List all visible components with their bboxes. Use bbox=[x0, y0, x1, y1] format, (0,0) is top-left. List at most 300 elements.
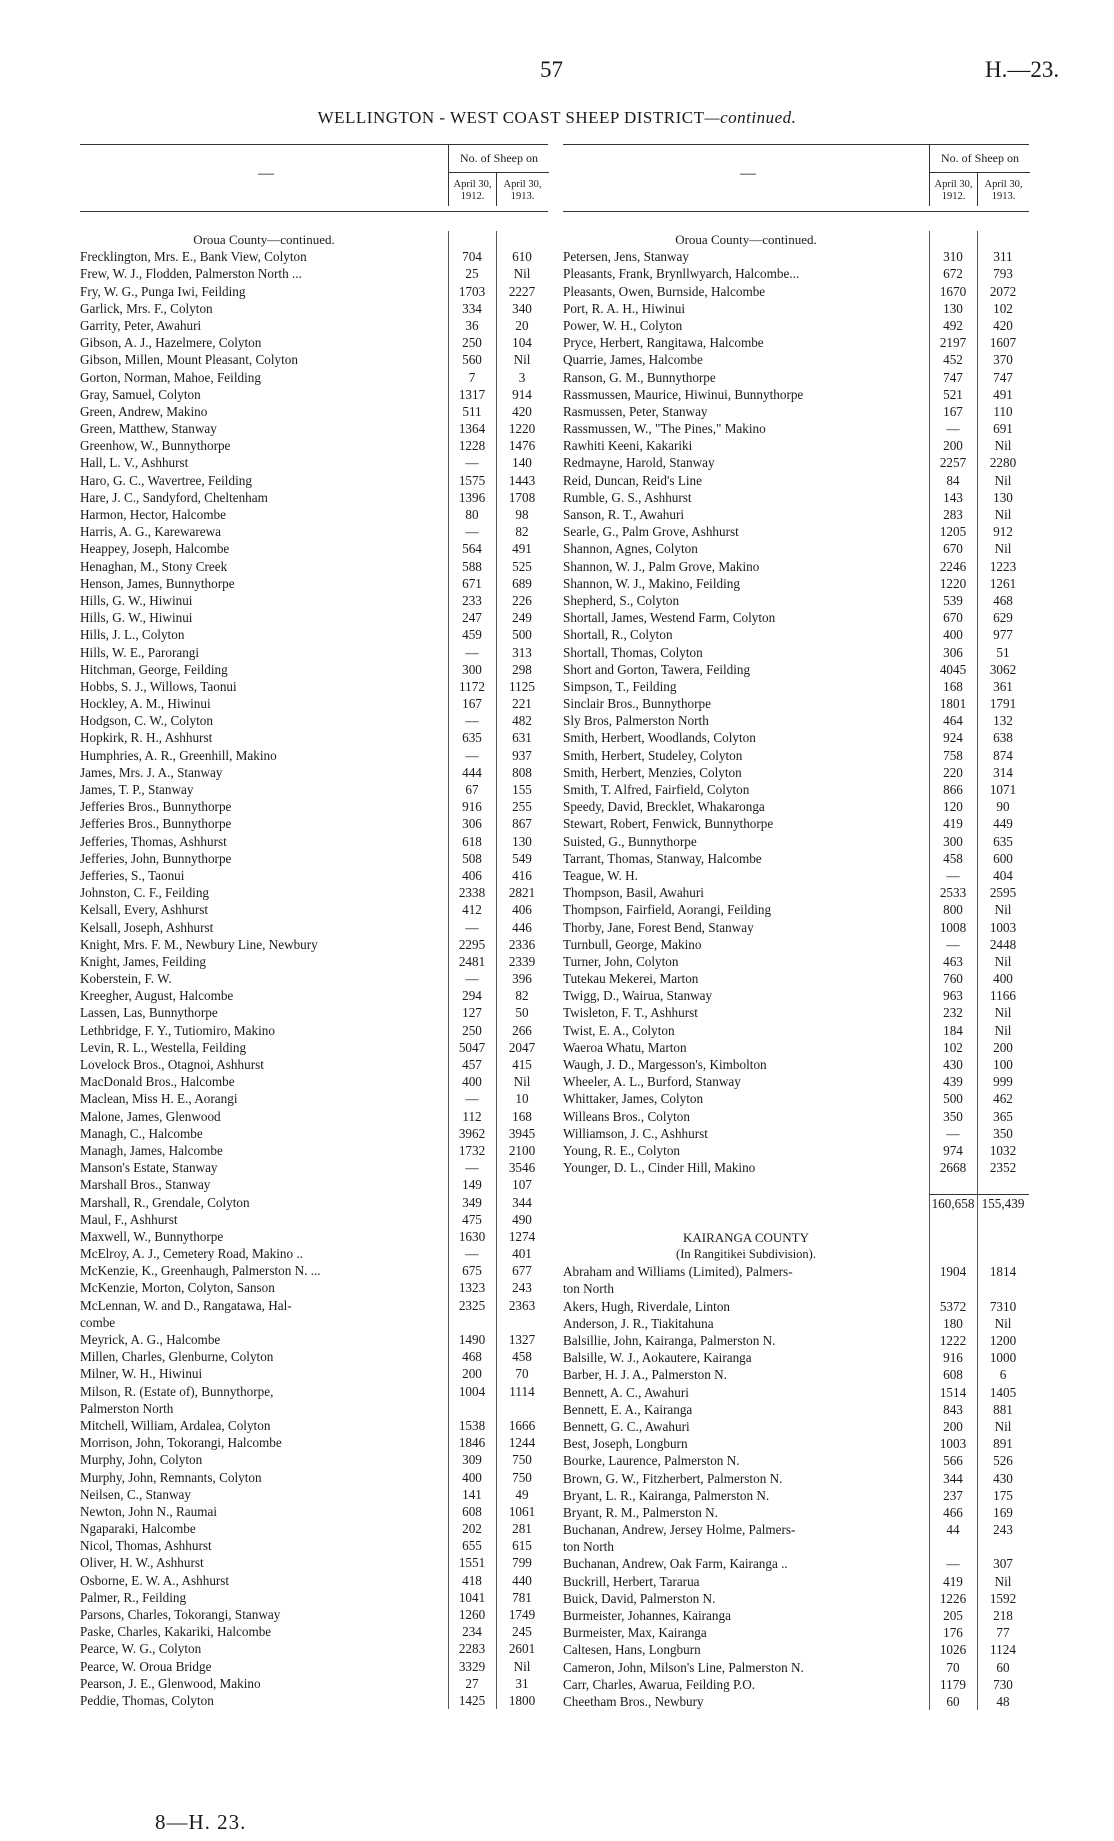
sheep-1912-value: 1538 bbox=[458, 1417, 486, 1433]
sheep-1913-value: 462 bbox=[993, 1091, 1013, 1107]
sheep-1912-value: — bbox=[465, 1091, 479, 1107]
sheep-1913-value: 48 bbox=[996, 1693, 1010, 1709]
table-row bbox=[563, 953, 1029, 970]
owner-name: Hopkirk, R. H., Ashhurst bbox=[80, 730, 213, 746]
sheep-1913-value: 6 bbox=[999, 1367, 1007, 1383]
sheep-1912-value: 1041 bbox=[458, 1589, 486, 1605]
table-row bbox=[563, 1125, 1029, 1142]
sheep-1913-value: 3 bbox=[518, 369, 526, 385]
owner-name: Sly Bros, Palmerston North bbox=[563, 713, 709, 729]
owner-name: Shepherd, S., Colyton bbox=[563, 592, 680, 608]
sheep-1912-value: 350 bbox=[943, 1108, 963, 1124]
sheep-1913-value: 635 bbox=[993, 833, 1013, 849]
sheep-1913-value: 1061 bbox=[508, 1503, 536, 1519]
table-row bbox=[80, 1331, 548, 1348]
table-row bbox=[80, 558, 548, 575]
sheep-1913-value: 610 bbox=[512, 249, 532, 265]
table-row bbox=[563, 403, 1029, 420]
table-row bbox=[563, 283, 1029, 300]
table-row bbox=[80, 575, 548, 592]
sheep-1912-value: 36 bbox=[465, 317, 479, 333]
sheep-1913-value: 491 bbox=[993, 386, 1013, 402]
sheep-1912-value: 167 bbox=[943, 403, 963, 419]
table-row bbox=[563, 712, 1029, 729]
sheep-1913-value: 490 bbox=[512, 1211, 532, 1227]
sheep-1913-value: Nil bbox=[994, 953, 1012, 969]
sheep-1913-value: Nil bbox=[994, 507, 1012, 522]
table-row bbox=[563, 970, 1029, 987]
sheep-1912-value: 608 bbox=[462, 1503, 482, 1519]
sheep-1912-value: 237 bbox=[943, 1487, 963, 1503]
table-row bbox=[563, 884, 1029, 901]
sheep-1912-value: 130 bbox=[943, 300, 963, 316]
owner-name: Palmerston North bbox=[80, 1400, 174, 1416]
sheep-1912-value: 2481 bbox=[458, 953, 486, 969]
sheep-1912-value: 1396 bbox=[458, 489, 486, 505]
owner-name: Reid, Duncan, Reid's Line bbox=[563, 472, 702, 488]
table-row bbox=[80, 317, 548, 334]
sheep-1913-value: 1003 bbox=[989, 919, 1017, 935]
sheep-1912-value: 1003 bbox=[939, 1436, 967, 1452]
sheep-1913-value: 2227 bbox=[508, 283, 536, 299]
table-row bbox=[563, 1693, 1029, 1710]
sheep-1912-value: 168 bbox=[943, 678, 963, 694]
sheep-1913-value: 2339 bbox=[508, 953, 536, 969]
owner-name: Twigg, D., Wairua, Stanway bbox=[563, 988, 713, 1004]
table-row bbox=[563, 1073, 1029, 1090]
sheep-1913-value: 2595 bbox=[989, 885, 1017, 901]
sheep-1913-value: 468 bbox=[993, 592, 1013, 608]
sheep-1912-value: 924 bbox=[943, 730, 963, 746]
table-row bbox=[80, 1623, 548, 1640]
sheep-1912-value: 466 bbox=[943, 1504, 963, 1520]
owner-name: Teague, W. H. bbox=[563, 867, 638, 883]
sheep-1912-value: 2533 bbox=[939, 885, 967, 901]
sheep-1912-value: 200 bbox=[943, 1418, 963, 1434]
owner-name: Rassmussen, Maurice, Hiwinui, Bunnythorpe bbox=[563, 386, 804, 402]
sheep-1912-value: 5372 bbox=[939, 1298, 967, 1314]
sheep-1912-value: 1490 bbox=[458, 1332, 486, 1347]
table-row bbox=[80, 815, 548, 832]
sheep-1913-value: 808 bbox=[512, 764, 532, 780]
owner-name: Oliver, H. W., Ashhurst bbox=[80, 1555, 204, 1571]
sheep-1912-value: 70 bbox=[946, 1659, 960, 1675]
sheep-1913-value: 615 bbox=[512, 1538, 532, 1554]
section-heading-text: KAIRANGA COUNTY bbox=[682, 1229, 810, 1245]
owner-name: Shortall, R., Colyton bbox=[563, 627, 673, 643]
sheep-1912-value: 300 bbox=[462, 661, 482, 677]
sheep-1913-value: 155,439 bbox=[981, 1195, 1025, 1211]
owner-name: Haro, G. C., Wavertree, Feilding bbox=[80, 472, 252, 488]
left-table-body bbox=[80, 231, 548, 1709]
sheep-1913-value: Nil bbox=[513, 1074, 531, 1090]
sheep-1912-value: 112 bbox=[462, 1108, 482, 1124]
table-row bbox=[563, 1435, 1029, 1452]
owner-name: Heappey, Joseph, Halcombe bbox=[80, 541, 230, 557]
sheep-1912-value: 127 bbox=[462, 1005, 482, 1021]
sheep-1912-value: 294 bbox=[462, 988, 482, 1004]
table-row bbox=[80, 609, 548, 626]
sheep-1913-value: Nil bbox=[513, 1658, 531, 1674]
sheep-1912-value: 843 bbox=[943, 1401, 963, 1417]
owner-name: Port, R. A. H., Hiwinui bbox=[563, 300, 685, 316]
table-row bbox=[80, 678, 548, 695]
table-row bbox=[563, 987, 1029, 1004]
table-row bbox=[80, 1383, 548, 1400]
table-row bbox=[563, 1504, 1029, 1521]
sheep-1912-value: 430 bbox=[943, 1057, 963, 1072]
table-row bbox=[563, 1538, 1029, 1555]
sheep-1912-value: 539 bbox=[943, 592, 963, 608]
sheep-1913-value: 130 bbox=[512, 833, 532, 849]
sheep-1912-value: 1670 bbox=[939, 283, 967, 299]
sheep-1912-value: 439 bbox=[943, 1074, 963, 1090]
owner-name: Shannon, W. J., Makino, Feilding bbox=[563, 575, 740, 591]
sheep-1912-value: 1703 bbox=[458, 283, 486, 299]
table-row bbox=[80, 540, 548, 557]
table-row bbox=[80, 1417, 548, 1434]
owner-name: Morrison, John, Tokorangi, Halcombe bbox=[80, 1435, 282, 1451]
table-row bbox=[80, 1125, 548, 1142]
sheep-1913-value: 130 bbox=[993, 489, 1013, 505]
sheep-1912-value: 672 bbox=[943, 266, 963, 282]
section-heading bbox=[563, 231, 1029, 248]
owner-name: Rassmussen, W., "The Pines," Makino bbox=[563, 421, 766, 437]
owner-name: Shannon, Agnes, Colyton bbox=[563, 541, 698, 557]
owner-name: Twist, E. A., Colyton bbox=[563, 1022, 675, 1038]
table-row bbox=[563, 592, 1029, 609]
sheep-1912-value: 758 bbox=[943, 747, 963, 763]
owner-name: Petersen, Jens, Stanway bbox=[563, 249, 689, 265]
sheep-1913-value: 370 bbox=[993, 352, 1013, 368]
sheep-1913-value: 1327 bbox=[508, 1332, 536, 1347]
table-row bbox=[563, 644, 1029, 661]
sheep-1913-value: 396 bbox=[512, 971, 532, 987]
sheep-1912-value: 149 bbox=[462, 1177, 482, 1193]
table-row bbox=[563, 867, 1029, 884]
table-row bbox=[563, 661, 1029, 678]
table-row bbox=[563, 1332, 1029, 1349]
sheep-1913-value: 218 bbox=[993, 1608, 1013, 1623]
sheep-1913-value: 1000 bbox=[989, 1350, 1017, 1366]
table-row bbox=[80, 764, 548, 781]
sheep-1913-value: 350 bbox=[993, 1125, 1013, 1141]
table-row bbox=[80, 1176, 548, 1193]
table-row bbox=[563, 1315, 1029, 1332]
table-row bbox=[80, 1520, 548, 1537]
table-row bbox=[80, 454, 548, 471]
sheep-1912-value: 3962 bbox=[458, 1125, 486, 1141]
owner-name: Smith, Herbert, Woodlands, Colyton bbox=[563, 730, 756, 746]
owner-name: Abraham and Williams (Limited), Palmers- bbox=[563, 1264, 793, 1280]
table-row bbox=[563, 265, 1029, 282]
sheep-1912-value: 80 bbox=[465, 507, 479, 522]
owner-name: McLennan, W. and D., Rangatawa, Hal- bbox=[80, 1297, 292, 1313]
sheep-1912-value: 560 bbox=[462, 352, 482, 368]
table-row bbox=[563, 1142, 1029, 1159]
owner-name: ton North bbox=[563, 1539, 614, 1555]
section-subheading-text: (In Rangitikei Subdivision). bbox=[676, 1247, 816, 1262]
table-row bbox=[563, 1039, 1029, 1056]
sheep-1913-value: 1125 bbox=[509, 678, 535, 694]
owner-name: Tarrant, Thomas, Stanway, Halcombe bbox=[563, 850, 762, 866]
right-table-body bbox=[563, 231, 1029, 1710]
owner-name: Marshall, R., Grendale, Colyton bbox=[80, 1194, 250, 1210]
sheep-1913-value: Nil bbox=[994, 1022, 1012, 1038]
owner-name: Hills, G. W., Hiwinui bbox=[80, 610, 193, 626]
owner-name: Suisted, G., Bunnythorpe bbox=[563, 833, 697, 849]
owner-name: Bryant, R. M., Palmerston N. bbox=[563, 1504, 718, 1520]
sheep-1913-value: 629 bbox=[993, 610, 1013, 626]
table-row bbox=[80, 970, 548, 987]
sheep-1913-value: 491 bbox=[512, 541, 532, 557]
total-row bbox=[929, 1194, 1029, 1212]
sheep-1912-value: 200 bbox=[462, 1366, 482, 1382]
sheep-1912-value: 143 bbox=[943, 489, 963, 505]
sheep-1912-value: 459 bbox=[462, 627, 482, 643]
sheep-1912-value: 635 bbox=[462, 730, 482, 746]
sheep-1913-value: Nil bbox=[994, 1418, 1012, 1434]
table-row bbox=[80, 403, 548, 420]
sheep-1912-value: 1205 bbox=[939, 524, 967, 540]
table-row bbox=[80, 1194, 548, 1211]
sheep-1912-value: 500 bbox=[943, 1091, 963, 1107]
table-row bbox=[80, 833, 548, 850]
owner-name: Carr, Charles, Awarua, Feilding P.O. bbox=[563, 1676, 756, 1692]
table-row bbox=[563, 1521, 1029, 1538]
owner-name: Wheeler, A. L., Burford, Stanway bbox=[563, 1074, 741, 1090]
table-row bbox=[80, 747, 548, 764]
sheep-1912-value: — bbox=[946, 1125, 960, 1141]
table-row bbox=[563, 729, 1029, 746]
owner-name: Gibson, A. J., Hazelmere, Colyton bbox=[80, 335, 262, 351]
sheep-1913-value: 1166 bbox=[990, 988, 1016, 1004]
owner-name: Managh, James, Halcombe bbox=[80, 1142, 223, 1158]
owner-name: James, Mrs. J. A., Stanway bbox=[80, 764, 223, 780]
section-heading bbox=[563, 1229, 1029, 1246]
owner-name: McElroy, A. J., Cemetery Road, Makino .. bbox=[80, 1246, 303, 1262]
sheep-1913-value: 891 bbox=[993, 1436, 1013, 1452]
owner-name: Burmeister, Max, Kairanga bbox=[563, 1625, 707, 1641]
sheep-1912-value: 1008 bbox=[939, 919, 967, 935]
table-row bbox=[80, 1606, 548, 1623]
table-row bbox=[563, 1487, 1029, 1504]
table-row bbox=[563, 609, 1029, 626]
sheep-1912-value: 511 bbox=[462, 403, 482, 419]
table-row bbox=[80, 1589, 548, 1606]
owner-name: Bennett, G. C., Awahuri bbox=[563, 1418, 690, 1434]
owner-name: Garrity, Peter, Awahuri bbox=[80, 317, 202, 333]
owner-name: Rumble, G. S., Ashhurst bbox=[563, 489, 692, 505]
table-row bbox=[80, 1451, 548, 1468]
sheep-1912-value: 800 bbox=[943, 902, 963, 918]
sheep-1912-value: 1172 bbox=[459, 678, 485, 694]
sheep-1912-value: 1630 bbox=[458, 1228, 486, 1244]
sheep-1913-value: 266 bbox=[512, 1022, 532, 1038]
owner-name: Hills, W. E., Parorangi bbox=[80, 644, 200, 660]
table-row bbox=[563, 1470, 1029, 1487]
owner-name: Pleasants, Owen, Burnside, Halcombe bbox=[563, 283, 766, 299]
table-row bbox=[80, 1365, 548, 1382]
table-row bbox=[80, 472, 548, 489]
header-date-1912: April 30, 1912. bbox=[929, 173, 977, 206]
table-row bbox=[80, 712, 548, 729]
sheep-1913-value: 1749 bbox=[508, 1607, 536, 1622]
table-row bbox=[563, 1004, 1029, 1021]
table-row bbox=[80, 1228, 548, 1245]
sheep-1912-value: 419 bbox=[943, 1573, 963, 1589]
sheep-1913-value: 2821 bbox=[508, 885, 536, 901]
sheep-1912-value: 675 bbox=[462, 1263, 482, 1279]
sheep-1912-value: 120 bbox=[943, 799, 963, 815]
sheep-1912-value: — bbox=[465, 455, 479, 471]
table-row bbox=[80, 936, 548, 953]
sheep-1913-value: 449 bbox=[993, 816, 1013, 832]
sheep-1912-value: 309 bbox=[462, 1452, 482, 1468]
sheep-1913-value: Nil bbox=[513, 352, 531, 368]
sheep-1912-value: 1226 bbox=[939, 1590, 967, 1606]
table-row bbox=[563, 1676, 1029, 1693]
table-row bbox=[563, 1108, 1029, 1125]
sheep-1913-value: Nil bbox=[994, 541, 1012, 557]
table-row bbox=[563, 472, 1029, 489]
sheep-1913-value: Nil bbox=[513, 266, 531, 282]
sheep-1913-value: 82 bbox=[515, 988, 529, 1004]
table-row bbox=[563, 1349, 1029, 1366]
sheep-1912-value: 1732 bbox=[458, 1142, 486, 1158]
sheep-1912-value: 1801 bbox=[939, 696, 967, 712]
sheep-1912-value: 176 bbox=[943, 1625, 963, 1641]
table-row bbox=[563, 386, 1029, 403]
sheep-1913-value: Nil bbox=[994, 902, 1012, 918]
owner-name: Quarrie, James, Halcombe bbox=[563, 352, 703, 368]
header-date-1912: April 30, 1912. bbox=[448, 173, 496, 206]
owner-name: Brown, G. W., Fitzherbert, Palmerston N. bbox=[563, 1470, 783, 1486]
table-row bbox=[80, 506, 548, 523]
sheep-1913-value: 440 bbox=[512, 1572, 532, 1588]
table-row bbox=[80, 489, 548, 506]
table-row bbox=[80, 695, 548, 712]
table-row bbox=[563, 454, 1029, 471]
sheep-1912-value: 2257 bbox=[939, 455, 967, 471]
sheep-1913-value: 3945 bbox=[508, 1125, 536, 1141]
sheep-1913-value: 3062 bbox=[989, 661, 1017, 677]
sheep-1913-value: 874 bbox=[993, 747, 1013, 763]
sheep-1912-value: 670 bbox=[943, 541, 963, 557]
owner-name: Lethbridge, F. Y., Tutiomiro, Makino bbox=[80, 1022, 275, 1038]
sheep-1913-value: 243 bbox=[993, 1522, 1013, 1538]
owner-name: Peddie, Thomas, Colyton bbox=[80, 1692, 214, 1708]
sheep-1912-value: 250 bbox=[462, 335, 482, 351]
sheep-1912-value: 1260 bbox=[458, 1607, 486, 1622]
sheep-1912-value: 25 bbox=[465, 266, 479, 282]
sheep-1913-value: 1405 bbox=[989, 1384, 1017, 1400]
sheep-1913-value: 2072 bbox=[989, 283, 1017, 299]
table-row bbox=[563, 1624, 1029, 1641]
table-row bbox=[563, 919, 1029, 936]
table-row bbox=[80, 265, 548, 282]
owner-name: Henson, James, Bunnythorpe bbox=[80, 575, 235, 591]
sheep-1913-value: 1607 bbox=[989, 335, 1017, 351]
owner-name: Newton, John N., Raumai bbox=[80, 1503, 217, 1519]
sheep-1913-value: 1124 bbox=[990, 1642, 1016, 1658]
owner-name: Twisleton, F. T., Ashhurst bbox=[563, 1005, 698, 1021]
sheep-1913-value: 750 bbox=[512, 1469, 532, 1485]
page-number: 57 bbox=[540, 57, 563, 82]
owner-name: Garlick, Mrs. F., Colyton bbox=[80, 300, 213, 316]
table-row bbox=[80, 884, 548, 901]
owner-name: Lovelock Bros., Otagnoi, Ashhurst bbox=[80, 1057, 264, 1072]
owner-name: Paske, Charles, Kakariki, Halcombe bbox=[80, 1624, 272, 1640]
table-row bbox=[563, 1573, 1029, 1590]
sheep-1913-value: 600 bbox=[993, 850, 1013, 866]
sheep-1912-value: 334 bbox=[462, 300, 482, 316]
sheep-1912-value: 1004 bbox=[458, 1383, 486, 1399]
sheep-1912-value: 670 bbox=[943, 610, 963, 626]
sheep-1913-value: 7310 bbox=[989, 1298, 1017, 1314]
sheep-1912-value: 608 bbox=[943, 1367, 963, 1383]
owner-name: Sinclair Bros., Bunnythorpe bbox=[563, 696, 711, 712]
sheep-1913-value: Nil bbox=[994, 1005, 1012, 1021]
table-row bbox=[563, 1159, 1029, 1176]
sheep-1913-value: 104 bbox=[512, 335, 532, 351]
owner-name: Managh, C., Halcombe bbox=[80, 1125, 203, 1141]
left-column-table bbox=[80, 144, 548, 1709]
sheep-1912-value: 418 bbox=[462, 1572, 482, 1588]
sheep-1913-value: 937 bbox=[512, 747, 532, 763]
owner-name: Willeans Bros., Colyton bbox=[563, 1108, 690, 1124]
sheep-1912-value: 464 bbox=[943, 713, 963, 729]
sheep-1913-value: 500 bbox=[512, 627, 532, 643]
sheep-1912-value: 1551 bbox=[458, 1555, 486, 1571]
owner-name: Pearson, J. E., Glenwood, Makino bbox=[80, 1675, 261, 1691]
sheep-1912-value: — bbox=[946, 936, 960, 952]
owner-name: Green, Andrew, Makino bbox=[80, 403, 208, 419]
sheep-1913-value: 3546 bbox=[508, 1160, 536, 1176]
sheep-1913-value: 1814 bbox=[989, 1264, 1017, 1280]
owner-name: Best, Joseph, Longburn bbox=[563, 1436, 688, 1452]
section-heading-text: Oroua County—continued. bbox=[675, 232, 817, 247]
sheep-1912-value: — bbox=[946, 867, 960, 883]
owner-name: Younger, D. L., Cinder Hill, Makino bbox=[563, 1160, 756, 1176]
owner-name: combe bbox=[80, 1314, 116, 1330]
sheep-1912-value: 160,658 bbox=[931, 1195, 975, 1211]
sheep-1913-value: 311 bbox=[993, 249, 1013, 265]
owner-name: Stewart, Robert, Fenwick, Bunnythorpe bbox=[563, 816, 774, 832]
table-row bbox=[563, 1418, 1029, 1435]
sheep-1913-value: 31 bbox=[515, 1675, 529, 1691]
table-row bbox=[80, 901, 548, 918]
table-row bbox=[80, 1262, 548, 1279]
sheep-1912-value: — bbox=[465, 524, 479, 540]
table-row bbox=[563, 1452, 1029, 1469]
sheep-1912-value: 84 bbox=[946, 472, 960, 488]
owner-name: Whittaker, James, Colyton bbox=[563, 1091, 704, 1107]
sheep-1912-value: 250 bbox=[462, 1022, 482, 1038]
sheep-1912-value: 349 bbox=[462, 1194, 482, 1210]
header-date-1913: April 30, 1913. bbox=[977, 173, 1029, 206]
table-row bbox=[80, 953, 548, 970]
sheep-1913-value: 340 bbox=[512, 300, 532, 316]
sheep-1913-value: 90 bbox=[996, 799, 1010, 815]
sheep-1913-value: 2047 bbox=[508, 1039, 536, 1055]
sheep-1913-value: 446 bbox=[512, 919, 532, 935]
sheep-1912-value: 866 bbox=[943, 782, 963, 797]
section-subheading bbox=[563, 1246, 1029, 1263]
sheep-1913-value: 10 bbox=[515, 1091, 529, 1107]
sheep-1912-value: 184 bbox=[943, 1022, 963, 1038]
owner-name: Short and Gorton, Tawera, Feilding bbox=[563, 661, 751, 677]
